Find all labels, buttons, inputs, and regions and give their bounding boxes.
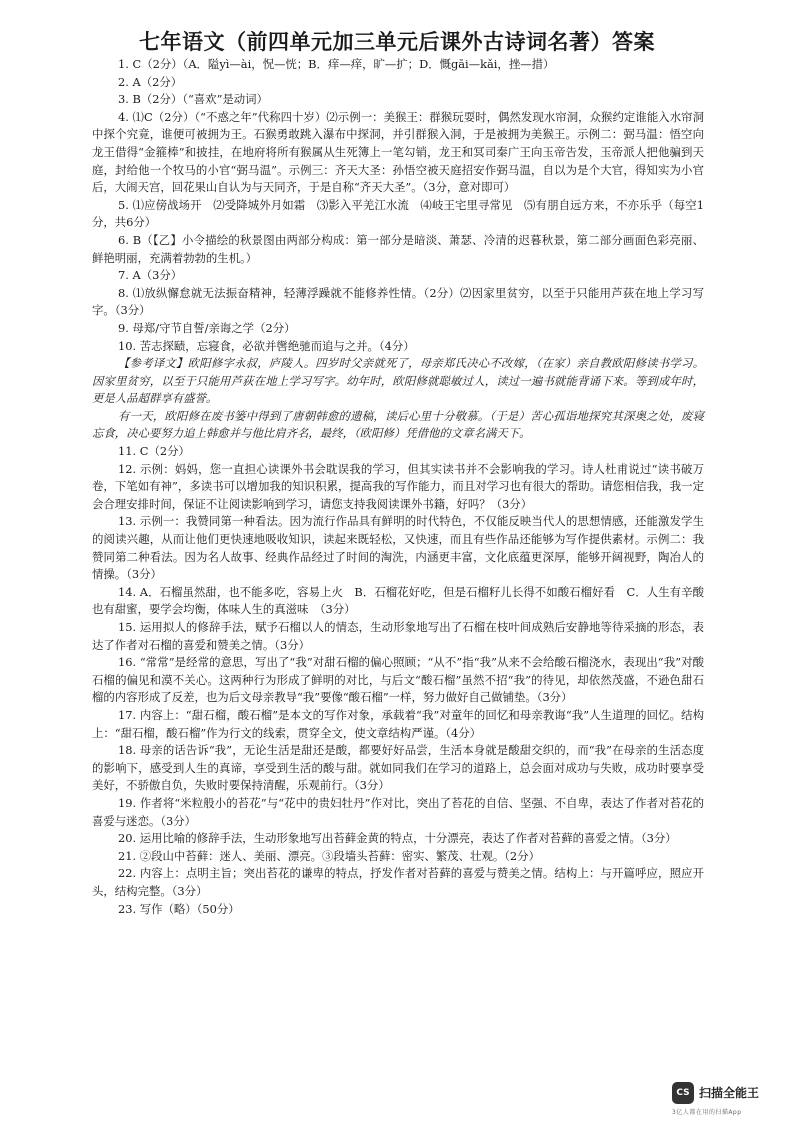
answer-13: 13. 示例一：我赞同第一种看法。因为流行作品具有鲜明的时代特色，不仅能反映当代人的思想情感，还能激发学生的阅读兴趣，从而让他们更快速地吸收知识，读起来既轻松，又快速，而且有些作品还能够为写作提供素材。示例二：我赞同第二种看法。因为名人故事、经典作品经过了时间的淘洗，内涵更丰富，文化底蕴更深厚，能够开阔视野，陶冶人的情操。（3分）	[92, 514, 704, 582]
answer-6: 6. B（【乙】小令描绘的秋景图由两部分构成：第一部分是暗淡、萧瑟、冷清的迟暮秋景，第二部分画面色彩亮丽、鲜艳明丽，充满着勃勃的生机。）	[92, 232, 704, 265]
answer-22: 22. 内容上：点明主旨；突出苔花的谦卑的特点，抒发作者对苔藓的喜爱与赞美之情。结构上：与开篇呼应，照应开头，结构完整。（3分）	[92, 866, 704, 898]
answer-11: 11. C（2分）	[118, 444, 190, 459]
answer-17: 17. 内容上：“甜石榴，酸石榴”是本文的写作对象，承载着“我”对童年的回忆和母亲教诲“我”人生道理的回忆。结构上：“甜石榴，酸石榴”作为行文的线索，贯穿全文，使文章结构严谨。（4分）	[92, 707, 704, 740]
answer-21: 21. ②段山中苔藓：迷人、美丽、漂亮。③段墙头苔藓：密实、繁茂、壮观。（2分）	[118, 848, 540, 863]
watermark-tagline: 3亿人都在用的扫描App	[672, 1109, 742, 1116]
answer-2: 2. A（2分）	[118, 74, 183, 89]
answer-10: 10. 苦志探赜，忘寝食，必欲并辔绝驰而追与之并。（4分）	[118, 338, 415, 353]
scanner-watermark	[672, 1080, 782, 1116]
page-title: 七年语文（前四单元加三单元后课外古诗词名著）答案	[139, 29, 655, 54]
answer-19: 19. 作者将“米粒般小的苔花”与“花中的贵妇牡丹”作对比，突出了苔花的自信、坚强、不自卑，表达了作者对苔花的喜爱与迷恋。（3分）	[92, 795, 704, 828]
answer-12: 12. 示例：妈妈，您一直担心读课外书会耽误我的学习，但其实读书并不会影响我的学习。诗人杜甫说过“读书破万卷，下笔如有神”，多读书可以增加我的知识积累，提高我的写作能力，而且对学习也有很大的帮助。请您相信我，我一定会合理安排时间，保证不让阅读影响到学习，请您支持我阅读课外书籍，好吗？（3分）	[92, 461, 704, 511]
answer-1: 1. C（2分）（A．隘yì—ài，怳—恍；B．痒—痒，旷—扩；D．慨gāi—kǎi，挫—措）	[118, 57, 555, 71]
answer-8: 8. ⑴放纵懈怠就无法振奋精神，轻薄浮躁就不能修养性情。（2分）⑵因家里贫穷，以至于只能用芦荻在地上学习写字。（3分）	[92, 285, 704, 318]
reference-translation-2: 有一天，欧阳修在废书篓中得到了唐朝韩愈的遗稿，读后心里十分敬慕。（于是）苦心孤诣地探究其深奥之处，废寝忘食，决心要努力追上韩愈并与他比肩齐名，最终，（欧阳修）凭借他的文章名满天下。	[92, 408, 704, 441]
answer-body	[92, 56, 704, 918]
watermark-app-name: 扫描全能王	[699, 1086, 760, 1100]
answer-23: 23. 写作（略）（50分）	[118, 901, 240, 916]
answer-14: 14. A．石榴虽然甜，也不能多吃，容易上火 B．石榴花好吃，但是石榴籽儿长得不如酸石榴好看 C．人生有辛酸也有甜蜜，要学会均衡，体味人生的真滋味 （3分）	[92, 584, 704, 617]
answer-18: 18. 母亲的话告诉“我”，无论生活是甜还是酸，都要好好品尝，生活本身就是酸甜交织的，而“我”在母亲的生活态度的影响下，感受到人生的真谛，享受到生活的酸与甜。就如同我们在学习的道路上，总会面对成功与失败，成功时要享受美好，不骄傲自负，失败时要保持清醒，乐观前行。（3分）	[92, 743, 704, 793]
answer-4: 4. ⑴C（2分）（“不惑之年”代称四十岁）⑵示例一：美猴王：群猴玩耍时，偶然发现水帘洞，众猴约定谁能入水帘洞中探个究竟，谁便可被拥为王。石猴勇敢跳入瀑布中探洞，并引群猴入洞，于是被拥为美猴王。示例二：弼马温：悟空向龙王借得“金箍棒”和披挂，在地府将所有猴属从生死簿上一笔勾销，龙王和冥司秦广王向玉帝告发，玉帝派人把他骗到天庭，封给他一个牧马的小官“弼马温”。示例三：齐天大圣：孙悟空被天庭招安作弼马温，自以为是个大官，得知实为小官后，大闹天宫，回花果山自认为与天同齐，于是自称“齐天大圣”。（3分，意对即可）	[92, 109, 704, 195]
camscanner-logo-icon: CS	[672, 1082, 694, 1104]
answer-9: 9. 母郑/守节自誓/亲诲之学（2分）	[118, 320, 296, 335]
answer-5: 5. ⑴应傍战场开 ⑵受降城外月如霜 ⑶影入平羌江水流 ⑷岐王宅里寻常见 ⑸有朋自远方来，不亦乐乎（每空1分，共6分）	[92, 197, 704, 230]
answer-15: 15. 运用拟人的修辞手法，赋予石榴以人的情态，生动形象地写出了石榴在枝叶间成熟后安静地等待采摘的形态，表达了作者对石榴的喜爱和赞美之情。（3分）	[92, 620, 704, 652]
answer-16: 16. “常常”是经常的意思，写出了“我”对甜石榴的偏心照顾；“从不”指“我”从来不会给酸石榴浇水，表现出“我”对酸石榴的偏见和漠不关心。这两种行为形成了鲜明的对比，与后文“酸石榴”虽然不招“我”的待见，却依然茂盛，不逊色甜石榴的内容形成了反差，也为后文母亲教导“我”要像“酸石榴”一样，努力做好自己做铺垫。（3分）	[92, 655, 704, 705]
answer-7: 7. A（3分）	[118, 268, 183, 283]
reference-translation-1: 【参考译文】欧阳修字永叔，庐陵人。四岁时父亲就死了，母亲郑氏决心不改嫁，（在家）亲自教欧阳修读书学习。因家里贫穷，以至于只能用芦荻在地上学习写字。幼年时，欧阳修就聪敏过人，读过一遍书就能背诵下来。等到成年时，更是人品超群享有盛誉。	[92, 356, 704, 406]
answer-3: 3. B（2分）（“喜欢”是动词）	[118, 92, 268, 107]
answer-20: 20. 运用比喻的修辞手法，生动形象地写出苔藓金黄的特点，十分漂亮，表达了作者对苔藓的喜爱之情。（3分）	[118, 831, 677, 846]
